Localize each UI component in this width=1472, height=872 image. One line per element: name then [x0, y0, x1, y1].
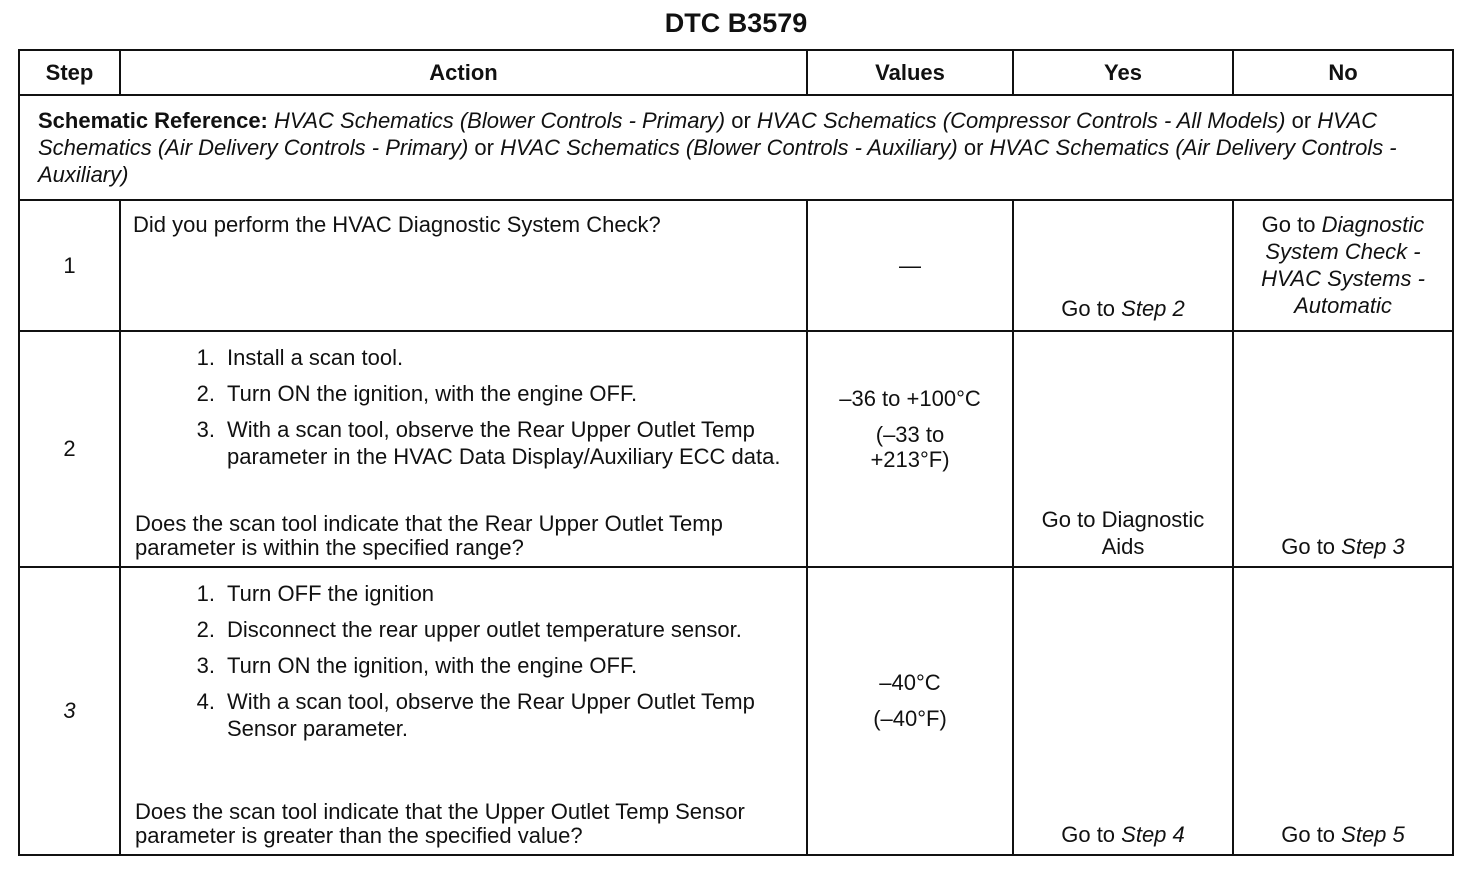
- instruction-item: [158, 616, 796, 643]
- goto-text: Go to: [1281, 822, 1342, 847]
- table-row: [19, 200, 1453, 331]
- goto-text[interactable]: Go to Diagnostic Aids: [1041, 507, 1205, 559]
- instruction-number: 2.: [196, 617, 215, 642]
- step-number: 1: [19, 200, 120, 331]
- value-cell: [807, 331, 1013, 567]
- instruction-text: Disconnect the rear upper outlet temperature sensor.: [227, 617, 742, 642]
- schematic-reference: [19, 95, 1453, 200]
- value-cell: [807, 567, 1013, 855]
- instruction-text: Install a scan tool.: [227, 345, 404, 370]
- no-cell: [1233, 567, 1453, 855]
- header-row: [19, 50, 1453, 95]
- instruction-item: [158, 652, 796, 679]
- schematic-link[interactable]: HVAC Schematics (Blower Controls - Primary): [274, 108, 726, 133]
- instruction-text: Turn ON the ignition, with the engine OFF.: [227, 381, 638, 406]
- action-cell: [120, 200, 807, 331]
- instruction-number: 2.: [196, 381, 215, 406]
- goto-text: Go to: [1281, 534, 1342, 559]
- step-link[interactable]: Step 3: [1341, 534, 1405, 559]
- table-row: [19, 331, 1453, 567]
- value-celsius: –36 to +100°C: [839, 386, 981, 411]
- instruction-list: [158, 344, 796, 470]
- no-cell: [1233, 200, 1453, 331]
- instruction-number: 1.: [196, 581, 215, 606]
- step-number: 2: [19, 331, 120, 567]
- goto-text: Go to: [1261, 212, 1322, 237]
- action-cell: [120, 567, 807, 855]
- diagnostic-link[interactable]: Diagnostic System Check - HVAC Systems - Automatic: [1261, 212, 1425, 318]
- goto-text: Go to: [1061, 296, 1122, 321]
- action-text: Did you perform the HVAC Diagnostic System Check?: [133, 212, 661, 237]
- or-text: or: [957, 135, 990, 160]
- yes-cell: [1013, 567, 1233, 855]
- value-cell: —: [807, 200, 1013, 331]
- instruction-number: 3.: [196, 417, 215, 442]
- schematic-link[interactable]: HVAC Schematics (Air Delivery Controls - Auxiliary): [38, 135, 1397, 187]
- no-cell: [1233, 331, 1453, 567]
- instruction-text: With a scan tool, observe the Rear Upper Outlet Temp parameter in the HVAC Data Display/Auxiliary ECC data.: [227, 417, 781, 469]
- header-no: No: [1233, 50, 1453, 95]
- value-fahrenheit: (–40°F): [873, 706, 947, 731]
- instruction-number: 4.: [196, 689, 215, 714]
- or-text: or: [725, 108, 757, 133]
- instruction-list: [158, 580, 796, 742]
- or-text: or: [468, 135, 501, 160]
- instruction-item: [158, 688, 796, 742]
- step-link[interactable]: Step 4: [1121, 822, 1185, 847]
- schematic-reference-label: Schematic Reference:: [38, 108, 268, 133]
- instruction-text: With a scan tool, observe the Rear Upper Outlet Temp Sensor parameter.: [227, 689, 755, 741]
- instruction-number: 3.: [196, 653, 215, 678]
- instruction-text: Turn ON the ignition, with the engine OFF.: [227, 653, 638, 678]
- header-step: Step: [19, 50, 120, 95]
- action-cell: [120, 331, 807, 567]
- schematic-link[interactable]: HVAC Schematics (Air Delivery Controls - Primary): [38, 108, 1378, 160]
- schematic-link[interactable]: HVAC Schematics (Blower Controls - Auxiliary): [500, 135, 958, 160]
- question-text: Does the scan tool indicate that the Rear Upper Outlet Temp parameter is within the specified range?: [135, 511, 723, 560]
- instruction-item: [158, 344, 796, 371]
- goto-text: Go to: [1061, 822, 1122, 847]
- page-title: DTC B3579: [664, 8, 808, 38]
- instruction-text: Turn OFF the ignition: [227, 581, 435, 606]
- question-text: Does the scan tool indicate that the Upper Outlet Temp Sensor parameter is greater than the specified value?: [135, 799, 745, 848]
- header-action: Action: [120, 50, 807, 95]
- yes-cell: [1013, 331, 1233, 567]
- step-link[interactable]: Step 2: [1121, 296, 1185, 321]
- value-fahrenheit: (–33 to +213°F): [870, 422, 950, 472]
- instruction-number: 1.: [196, 345, 215, 370]
- instruction-item: [158, 380, 796, 407]
- header-yes: Yes: [1013, 50, 1233, 95]
- header-values: Values: [807, 50, 1013, 95]
- step-link[interactable]: Step 5: [1341, 822, 1405, 847]
- instruction-item: [158, 580, 796, 607]
- dtc-table: [18, 49, 1454, 856]
- or-text: or: [1285, 108, 1318, 133]
- step-number: 3: [19, 567, 120, 855]
- instruction-item: [158, 416, 796, 470]
- table-row: [19, 567, 1453, 855]
- schematic-reference-row: [19, 95, 1453, 200]
- yes-cell: [1013, 200, 1233, 331]
- schematic-link[interactable]: HVAC Schematics (Compressor Controls - All Models): [756, 108, 1286, 133]
- value-celsius: –40°C: [879, 670, 941, 695]
